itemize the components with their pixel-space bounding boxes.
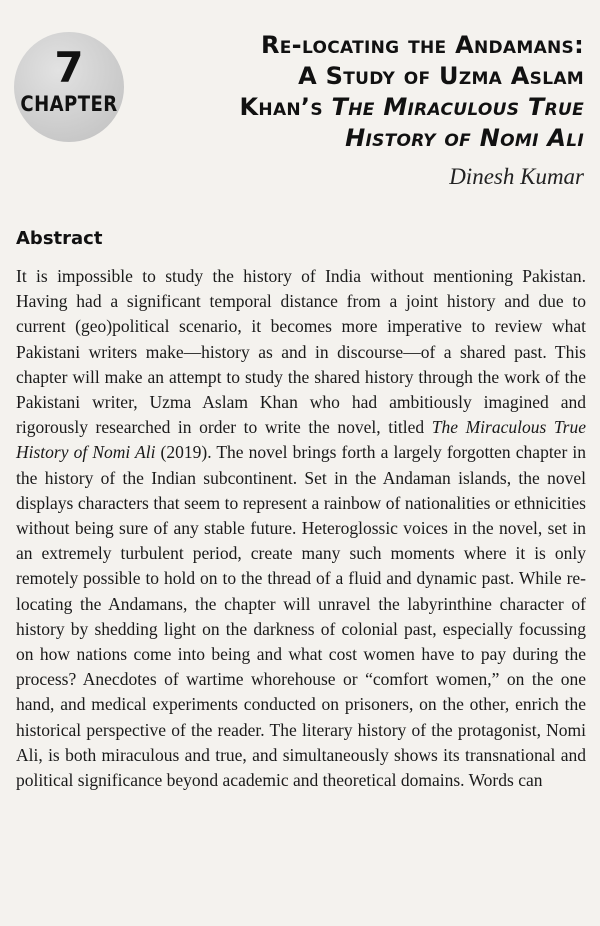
chapter-label: CHAPTER (20, 92, 118, 116)
chapter-number: 7 (54, 43, 84, 92)
abstract-body (16, 264, 586, 793)
title-line-4-book-title: History of Nomi Ali (345, 124, 584, 152)
abstract-heading: Abstract (16, 228, 103, 249)
abstract-text-part-2: (2019). The novel brings forth a largely forgotten chapter in the history of the Indian subcontinent. Set in the Andaman islands, the novel displays characters that seem to represent a rainbow of nationalities or ethnicities without being sure of any stable future. Heteroglossic voices in the novel, set in an extremely turbulent period, create many such moments where it is only remotely possible to hold on to the thread of a fluid and dynamic past. While re-locating the Andamans, the chapter will unravel the labyrinthine character of history by shedding light on the darkness of colonial past, especially focussing on how nations come into being and what cost women have to pay during the process? Anecdotes of wartime whorehouse or “comfort women,” on the one hand, and medical experiments conducted on prisoners, on the other, enrich the historical perspective of the reader. The literary history of the protagonist, Nomi Ali, is both miraculous and true, and simultaneously shows its transnational and political significance beyond academic and theoretical domains. Words can (16, 442, 586, 791)
chapter-title (144, 30, 584, 154)
title-line-3-prefix: Khan’s (239, 93, 332, 121)
title-line-3 (144, 92, 584, 123)
abstract-text-part-1: It is impossible to study the history of India without mentioning Pakistan. Having had a significant temporal distance from a joint history and due to current (geo)political scenario, it becomes more imperative to review what Pakistani writers make—history as and in discourse—of a shared past. This chapter will make an attempt to study the shared history through the work of the Pakistani writer, Uzma Aslam Khan who had ambitiously imagined and rigorously researched in order to write the novel, titled (16, 266, 586, 438)
title-line-4 (144, 123, 584, 154)
title-line-2: A Study of Uzma Aslam (298, 62, 584, 90)
title-line-1: Re-locating the Andamans: (260, 31, 584, 59)
abstract-book-title: The Miraculous True History of Nomi Ali (16, 417, 586, 463)
title-line-3-book-title: The Miraculous True (331, 93, 584, 121)
chapter-badge (14, 32, 124, 142)
author-name: Dinesh Kumar (449, 164, 584, 189)
